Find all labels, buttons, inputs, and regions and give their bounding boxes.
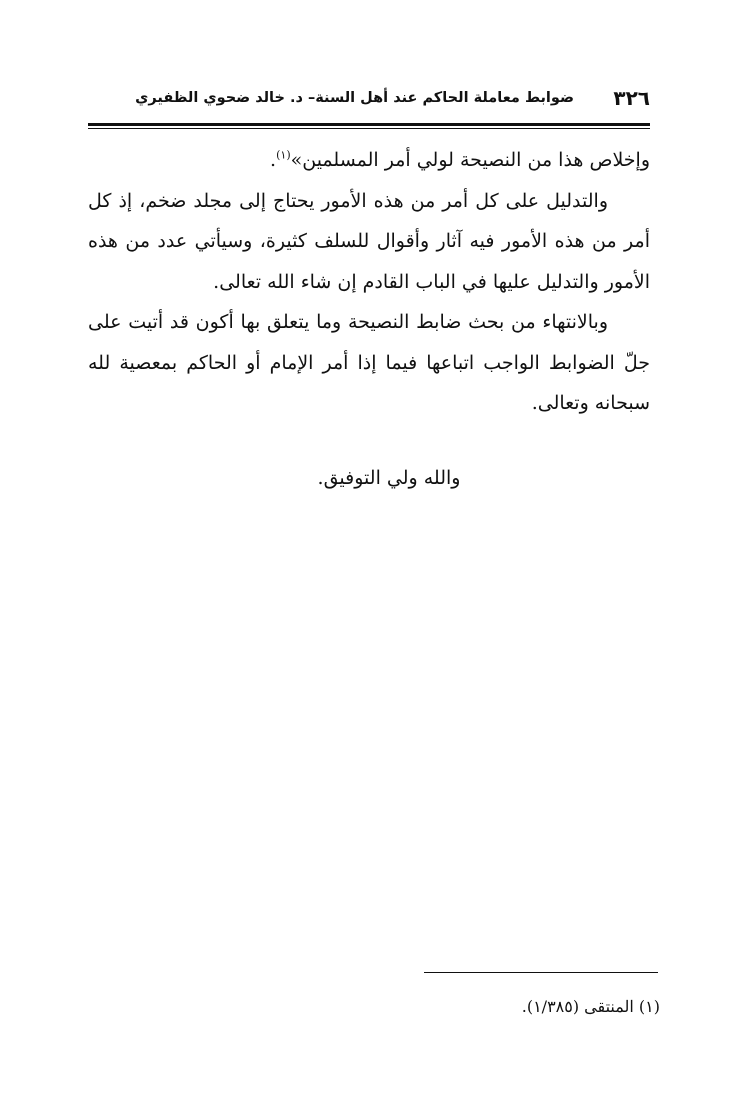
footnote-reference[interactable]: (١) — [276, 148, 291, 162]
paragraph-1 — [88, 140, 650, 181]
page-header — [88, 84, 650, 118]
paragraph-3: وبالانتهاء من بحث ضابط النصيحة وما يتعلق بها أكون قد أتيت على جلّ الضوابط الواجب اتباعها فيما إذا أمر الإمام أو الحاكم بمعصية لله سبحانه وتعالى. — [88, 311, 650, 414]
paragraph-1-end: . — [270, 149, 277, 171]
header-rule-thin — [88, 128, 650, 129]
body-text — [88, 140, 650, 424]
paragraph-2: والتدليل على كل أمر من هذه الأمور يحتاج إلى مجلد ضخم، إذ كل أمر من هذه الأمور فيه آثار وأقوال للسلف كثيرة، وسيأتي عدد من هذه الأمور والتدليل عليها في الباب القادم إن شاء الله تعالى. — [88, 189, 650, 293]
paragraph-1-text: وإخلاص هذا من النصيحة لولي أمر المسلمين» — [290, 149, 650, 171]
running-title: ضوابط معاملة الحاكم عند أهل السنة– د. خالد ضحوي الظفيري — [135, 90, 574, 106]
closing-line: والله ولي التوفيق. — [317, 467, 461, 489]
footnote: (١) المنتقى (١/٣٨٥). — [521, 997, 660, 1016]
footnote-separator — [424, 972, 658, 973]
page-number: ٣٢٦ — [613, 86, 650, 110]
header-rule — [88, 123, 650, 126]
